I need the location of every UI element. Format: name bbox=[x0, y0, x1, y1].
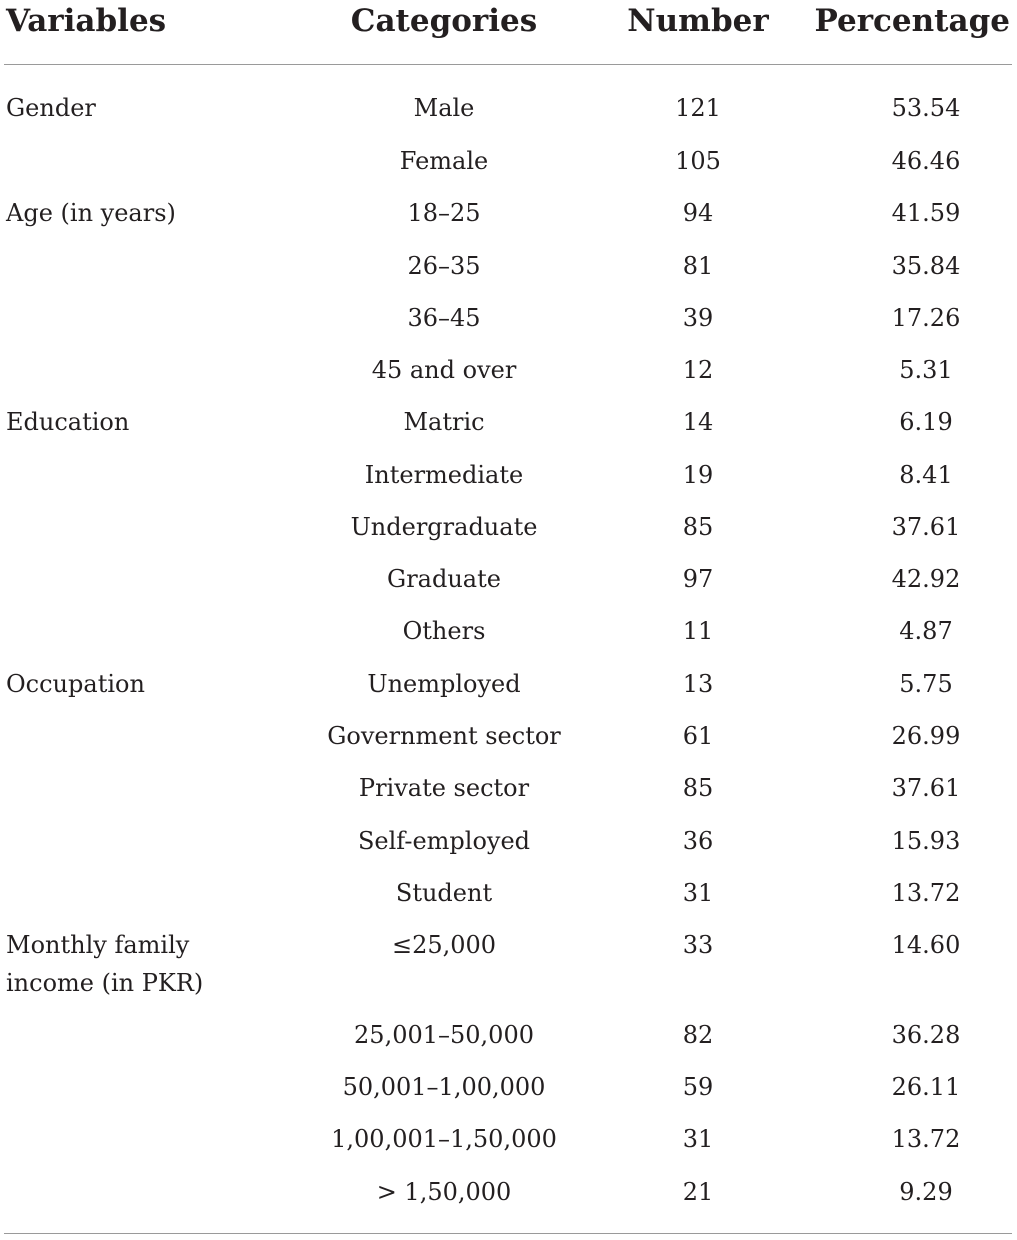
number-cell: 85 bbox=[682, 774, 714, 802]
table-header bbox=[0, 0, 1017, 44]
percentage-cell: 26.99 bbox=[891, 722, 961, 750]
number-cell: 13 bbox=[682, 670, 714, 698]
number-cell: 21 bbox=[682, 1178, 714, 1206]
percentage-cell: 13.72 bbox=[891, 879, 961, 907]
variable-cell: Age (in years) bbox=[6, 199, 176, 227]
percentage-cell: 4.87 bbox=[899, 617, 953, 645]
category-cell: Intermediate bbox=[364, 461, 524, 489]
header-number: Number bbox=[627, 3, 769, 39]
number-cell: 121 bbox=[675, 94, 721, 122]
header-variables: Variables bbox=[6, 3, 167, 39]
category-cell: Others bbox=[402, 617, 486, 645]
number-cell: 31 bbox=[682, 1125, 714, 1153]
category-cell: Matric bbox=[403, 408, 485, 436]
percentage-cell: 15.93 bbox=[891, 827, 961, 855]
number-cell: 105 bbox=[675, 147, 721, 175]
number-cell: 11 bbox=[682, 617, 714, 645]
variable-cell: Occupation bbox=[6, 670, 145, 698]
number-cell: 94 bbox=[682, 199, 714, 227]
header-divider bbox=[4, 64, 1012, 65]
percentage-cell: 41.59 bbox=[891, 199, 961, 227]
category-cell: Undergraduate bbox=[350, 513, 538, 541]
number-cell: 36 bbox=[682, 827, 714, 855]
percentage-cell: 6.19 bbox=[899, 408, 953, 436]
category-cell: 25,001–50,000 bbox=[354, 1021, 534, 1049]
percentage-cell: 5.75 bbox=[899, 670, 953, 698]
number-cell: 33 bbox=[682, 931, 714, 959]
number-cell: 97 bbox=[682, 565, 714, 593]
category-cell: Government sector bbox=[327, 722, 561, 750]
number-cell: 14 bbox=[682, 408, 714, 436]
header-percentage: Percentage bbox=[814, 3, 1010, 39]
category-cell: > 1,50,000 bbox=[376, 1178, 512, 1206]
variable-cell: Education bbox=[6, 408, 130, 436]
category-cell: Female bbox=[399, 147, 489, 175]
category-cell: Unemployed bbox=[367, 670, 521, 698]
variable-cell: Gender bbox=[6, 94, 96, 122]
number-cell: 85 bbox=[682, 513, 714, 541]
number-cell: 19 bbox=[682, 461, 714, 489]
category-cell: 45 and over bbox=[371, 356, 517, 384]
category-cell: Self-employed bbox=[357, 827, 531, 855]
variable-cell: Monthly family income (in PKR) bbox=[6, 931, 204, 997]
number-cell: 31 bbox=[682, 879, 714, 907]
percentage-cell: 37.61 bbox=[891, 774, 961, 802]
number-cell: 82 bbox=[682, 1021, 714, 1049]
category-cell: Graduate bbox=[387, 565, 501, 593]
category-cell: Student bbox=[395, 879, 493, 907]
percentage-cell: 36.28 bbox=[891, 1021, 961, 1049]
category-cell: 50,001–1,00,000 bbox=[342, 1073, 546, 1101]
percentage-cell: 53.54 bbox=[891, 94, 961, 122]
percentage-cell: 14.60 bbox=[891, 931, 961, 959]
percentage-cell: 46.46 bbox=[891, 147, 961, 175]
header-categories: Categories bbox=[350, 3, 538, 39]
category-cell: Private sector bbox=[358, 774, 530, 802]
number-cell: 81 bbox=[682, 252, 714, 280]
percentage-cell: 35.84 bbox=[891, 252, 961, 280]
percentage-cell: 8.41 bbox=[899, 461, 953, 489]
number-cell: 39 bbox=[682, 304, 714, 332]
percentage-cell: 17.26 bbox=[891, 304, 961, 332]
number-cell: 12 bbox=[682, 356, 714, 384]
percentage-cell: 42.92 bbox=[891, 565, 961, 593]
category-cell: 18–25 bbox=[407, 199, 481, 227]
category-cell: 1,00,001–1,50,000 bbox=[331, 1125, 557, 1153]
category-cell: ≤25,000 bbox=[391, 931, 497, 959]
category-cell: 36–45 bbox=[407, 304, 481, 332]
percentage-cell: 5.31 bbox=[899, 356, 953, 384]
category-cell: Male bbox=[413, 94, 475, 122]
percentage-cell: 13.72 bbox=[891, 1125, 961, 1153]
percentage-cell: 26.11 bbox=[891, 1073, 961, 1101]
percentage-cell: 37.61 bbox=[891, 513, 961, 541]
percentage-cell: 9.29 bbox=[899, 1178, 953, 1206]
table-bottom-rule bbox=[4, 1233, 1012, 1234]
number-cell: 61 bbox=[682, 722, 714, 750]
category-cell: 26–35 bbox=[407, 252, 481, 280]
number-cell: 59 bbox=[682, 1073, 714, 1101]
